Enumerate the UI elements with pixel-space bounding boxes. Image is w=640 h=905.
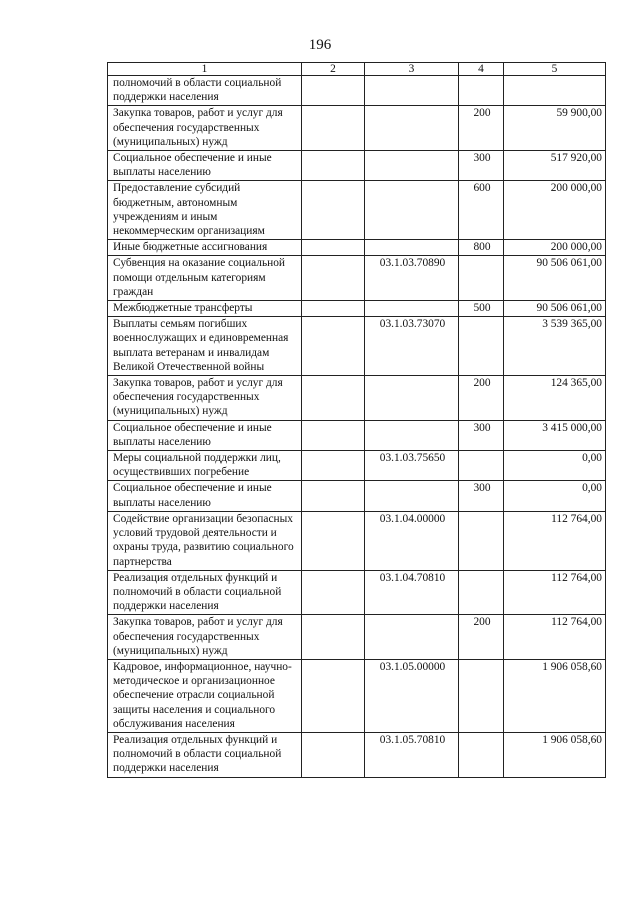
row-name-cell: Субвенция на оказание социальной помощи отдельным категориям граждан (108, 256, 302, 301)
row-name-cell: Социальное обеспечение и иные выплаты населению (108, 481, 302, 511)
table-row (108, 376, 606, 421)
table-row (108, 76, 606, 106)
row-amount-cell (504, 76, 606, 106)
row-expense-type-cell (459, 256, 504, 301)
row-section-cell (302, 481, 365, 511)
row-name-cell: Реализация отдельных функций и полномочий в области социальной поддержки населения (108, 570, 302, 615)
table-row (108, 511, 606, 570)
row-section-cell (302, 256, 365, 301)
row-section-cell (302, 570, 365, 615)
table-row (108, 732, 606, 777)
row-code-cell: 03.1.05.70810 (365, 732, 459, 777)
row-name-cell: Межбюджетные трансферты (108, 301, 302, 317)
table-row (108, 317, 606, 376)
row-name-cell: Выплаты семьям погибших военнослужащих и единовременная выплата ветеранам и инвалидам Великой Отечественной войны (108, 317, 302, 376)
row-section-cell (302, 732, 365, 777)
row-section-cell (302, 615, 365, 660)
column-header: 1 (108, 63, 302, 76)
table-body (108, 76, 606, 778)
row-name-cell: полномочий в области социальной поддержки населения (108, 76, 302, 106)
row-code-cell (365, 106, 459, 151)
row-section-cell (302, 420, 365, 450)
row-name-cell: Социальное обеспечение и иные выплаты населению (108, 420, 302, 450)
column-header: 4 (459, 63, 504, 76)
row-amount-cell: 3 539 365,00 (504, 317, 606, 376)
row-section-cell (302, 511, 365, 570)
row-code-cell (365, 301, 459, 317)
row-amount-cell: 112 764,00 (504, 511, 606, 570)
row-name-cell: Предоставление субсидий бюджетным, автономным учреждениям и иным некоммерческим организациям (108, 181, 302, 240)
row-section-cell (302, 376, 365, 421)
budget-table (107, 62, 606, 778)
row-code-cell (365, 181, 459, 240)
row-name-cell: Кадровое, информационное, научно-методическое и организационное обеспечение отрасли социальной защиты населения и социального обслуживания населения (108, 659, 302, 732)
table-row (108, 451, 606, 481)
row-code-cell: 03.1.05.00000 (365, 659, 459, 732)
row-name-cell: Иные бюджетные ассигнования (108, 240, 302, 256)
row-code-cell: 03.1.03.73070 (365, 317, 459, 376)
row-section-cell (302, 659, 365, 732)
row-amount-cell: 0,00 (504, 451, 606, 481)
row-expense-type-cell (459, 570, 504, 615)
row-amount-cell: 200 000,00 (504, 181, 606, 240)
row-expense-type-cell (459, 732, 504, 777)
row-expense-type-cell (459, 76, 504, 106)
row-section-cell (302, 151, 365, 181)
table-row (108, 301, 606, 317)
table-row (108, 181, 606, 240)
row-code-cell: 03.1.03.75650 (365, 451, 459, 481)
row-section-cell (302, 301, 365, 317)
row-name-cell: Закупка товаров, работ и услуг для обеспечения государственных (муниципальных) нужд (108, 376, 302, 421)
table-row (108, 240, 606, 256)
column-header: 3 (365, 63, 459, 76)
row-section-cell (302, 181, 365, 240)
row-code-cell: 03.1.04.00000 (365, 511, 459, 570)
page-number: 196 (308, 37, 332, 53)
row-code-cell (365, 615, 459, 660)
row-expense-type-cell: 800 (459, 240, 504, 256)
table-header-row (108, 63, 606, 76)
row-name-cell: Содействие организации безопасных условий трудовой деятельности и охраны труда, развитию социального партнерства (108, 511, 302, 570)
row-amount-cell: 90 506 061,00 (504, 301, 606, 317)
row-expense-type-cell: 300 (459, 151, 504, 181)
row-expense-type-cell: 500 (459, 301, 504, 317)
row-name-cell: Закупка товаров, работ и услуг для обеспечения государственных (муниципальных) нужд (108, 615, 302, 660)
row-expense-type-cell (459, 317, 504, 376)
row-expense-type-cell: 200 (459, 376, 504, 421)
column-header: 2 (302, 63, 365, 76)
table-row (108, 659, 606, 732)
row-section-cell (302, 240, 365, 256)
table-row (108, 570, 606, 615)
row-amount-cell: 200 000,00 (504, 240, 606, 256)
row-amount-cell: 90 506 061,00 (504, 256, 606, 301)
row-expense-type-cell: 300 (459, 420, 504, 450)
row-code-cell (365, 240, 459, 256)
row-code-cell (365, 481, 459, 511)
row-name-cell: Закупка товаров, работ и услуг для обеспечения государственных (муниципальных) нужд (108, 106, 302, 151)
row-name-cell: Реализация отдельных функций и полномочий в области социальной поддержки населения (108, 732, 302, 777)
row-amount-cell: 1 906 058,60 (504, 659, 606, 732)
row-expense-type-cell: 300 (459, 481, 504, 511)
table-row (108, 481, 606, 511)
column-header: 5 (504, 63, 606, 76)
table-row (108, 106, 606, 151)
table-row (108, 420, 606, 450)
row-code-cell: 03.1.03.70890 (365, 256, 459, 301)
row-name-cell: Меры социальной поддержки лиц, осуществивших погребение (108, 451, 302, 481)
row-expense-type-cell: 600 (459, 181, 504, 240)
row-expense-type-cell (459, 451, 504, 481)
row-expense-type-cell (459, 511, 504, 570)
table-row (108, 151, 606, 181)
row-code-cell (365, 376, 459, 421)
row-section-cell (302, 76, 365, 106)
table-row (108, 256, 606, 301)
row-amount-cell: 3 415 000,00 (504, 420, 606, 450)
row-amount-cell: 1 906 058,60 (504, 732, 606, 777)
row-name-cell: Социальное обеспечение и иные выплаты населению (108, 151, 302, 181)
row-code-cell: 03.1.04.70810 (365, 570, 459, 615)
row-expense-type-cell: 200 (459, 106, 504, 151)
row-amount-cell: 517 920,00 (504, 151, 606, 181)
row-code-cell (365, 151, 459, 181)
row-section-cell (302, 106, 365, 151)
row-amount-cell: 0,00 (504, 481, 606, 511)
row-expense-type-cell: 200 (459, 615, 504, 660)
row-amount-cell: 112 764,00 (504, 615, 606, 660)
row-code-cell (365, 420, 459, 450)
table-row (108, 615, 606, 660)
row-section-cell (302, 451, 365, 481)
row-amount-cell: 124 365,00 (504, 376, 606, 421)
row-expense-type-cell (459, 659, 504, 732)
row-amount-cell: 112 764,00 (504, 570, 606, 615)
row-code-cell (365, 76, 459, 106)
row-amount-cell: 59 900,00 (504, 106, 606, 151)
row-section-cell (302, 317, 365, 376)
